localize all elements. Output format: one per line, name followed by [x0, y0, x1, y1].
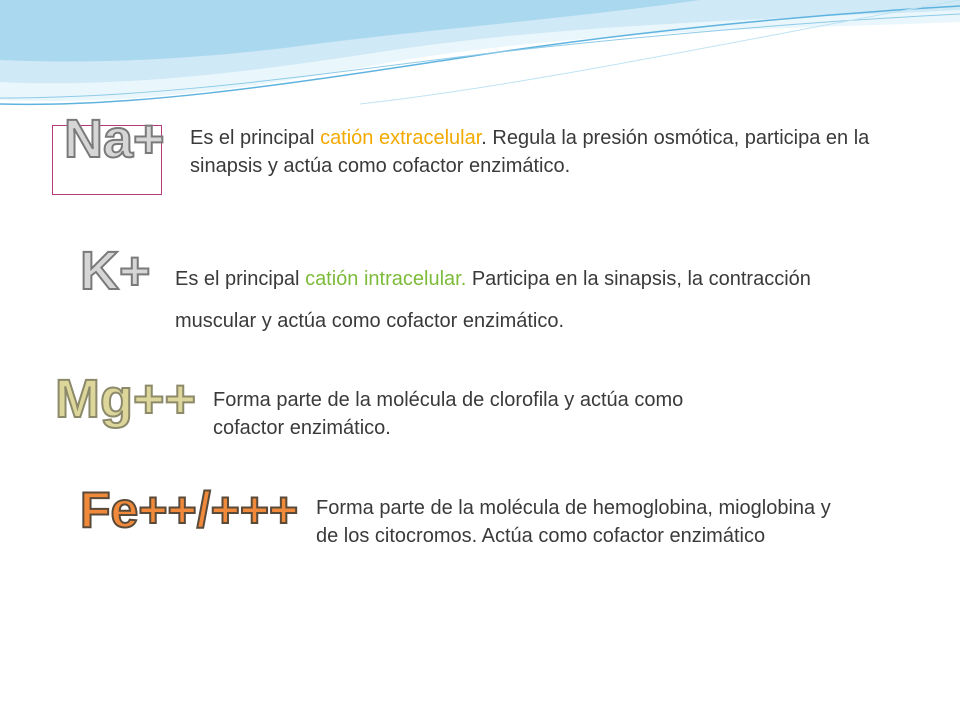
mg-ion-symbol: Mg++: [55, 369, 197, 429]
fe-ion-symbol: Fe++/+++: [80, 482, 299, 538]
na-ion-symbol: Na+: [64, 109, 165, 169]
fe-description: Forma parte de la molécula de hemoglobina, mioglobina y de los citocromos. Actúa como cofactor enzimático: [316, 497, 831, 547]
na-highlight: catión extracelular: [320, 127, 482, 149]
na-description: [190, 124, 890, 180]
k-description: [175, 258, 875, 342]
na-text-before: Es el principal: [190, 127, 321, 149]
k-highlight: catión intracelular.: [305, 268, 467, 290]
k-text-after: Participa en la sinapsis, la contracción muscular y actúa como cofactor enzimático.: [175, 268, 811, 332]
k-text-before: Es el principal: [175, 268, 306, 290]
header-wave-decoration: [0, 0, 960, 110]
na-text-after: . Regula la presión osmótica, participa en la sinapsis y actúa como cofactor enzimático.: [190, 127, 870, 177]
k-ion-symbol: K+: [80, 241, 151, 301]
mg-description: Forma parte de la molécula de clorofila y actúa como cofactor enzimático.: [213, 389, 684, 439]
